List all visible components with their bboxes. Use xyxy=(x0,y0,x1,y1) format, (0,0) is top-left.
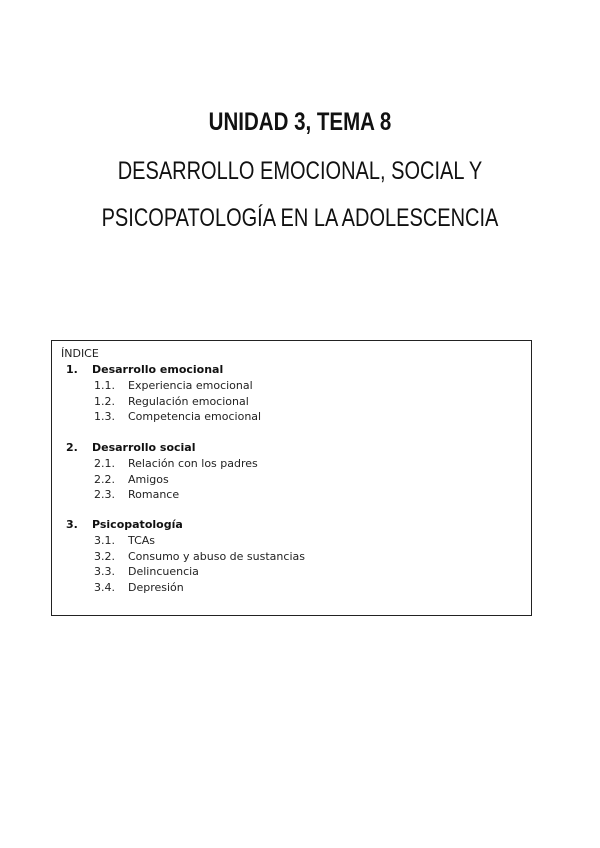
toc-item-number: 3.1. xyxy=(94,534,115,547)
toc-item-label: Amigos xyxy=(128,472,169,486)
toc-item xyxy=(52,534,531,550)
toc-item-number: 3.4. xyxy=(94,580,115,594)
toc-item-number: 1.3. xyxy=(94,410,115,424)
toc-section-number: 2. xyxy=(66,441,78,454)
toc-section-label: Psicopatología xyxy=(92,518,183,531)
page-subtitle-line-2: PSICOPATOLOGÍA EN LA ADOLESCENCIA xyxy=(101,204,499,232)
toc-section-3 xyxy=(52,518,531,596)
toc-item-label: Romance xyxy=(128,488,180,502)
toc-section-row xyxy=(52,441,531,457)
toc-section-2 xyxy=(52,441,531,504)
toc-item xyxy=(52,395,531,411)
toc-heading: ÍNDICE xyxy=(61,347,99,360)
toc-item-label: TCAs xyxy=(128,534,156,547)
toc-item-label: Regulación emocional xyxy=(128,394,249,408)
toc-item xyxy=(52,488,531,504)
toc-item xyxy=(52,473,531,489)
toc-item xyxy=(52,581,531,597)
toc-item xyxy=(52,565,531,581)
toc-section-number: 3. xyxy=(66,518,78,531)
toc-item-number: 2.3. xyxy=(94,488,115,502)
toc-section-row xyxy=(52,518,531,534)
page-title: UNIDAD 3, TEMA 8 xyxy=(208,108,392,136)
toc-item xyxy=(52,457,531,473)
toc-item xyxy=(52,379,531,395)
table-of-contents xyxy=(51,340,532,616)
toc-item-label: Relación con los padres xyxy=(128,457,258,470)
toc-section-label: Desarrollo emocional xyxy=(92,363,224,376)
toc-item-label: Delincuencia xyxy=(128,565,199,579)
toc-item-label: Consumo y abuso de sustancias xyxy=(128,549,305,563)
toc-item xyxy=(52,410,531,426)
toc-item-label: Competencia emocional xyxy=(128,410,262,424)
toc-section-label: Desarrollo social xyxy=(92,441,196,454)
toc-section-number: 1. xyxy=(66,363,78,376)
toc-section-1 xyxy=(52,363,531,426)
toc-section-row xyxy=(52,363,531,379)
toc-item-number: 2.2. xyxy=(94,472,115,486)
toc-item-number: 3.3. xyxy=(94,565,115,579)
toc-item-number: 3.2. xyxy=(94,549,115,563)
toc-item-number: 1.2. xyxy=(94,394,115,408)
toc-item xyxy=(52,550,531,566)
toc-item-number: 1.1. xyxy=(94,379,115,392)
toc-item-number: 2.1. xyxy=(94,457,115,470)
page-subtitle-line-1: DESARROLLO EMOCIONAL, SOCIAL Y xyxy=(117,157,483,185)
toc-item-label: Depresión xyxy=(128,580,184,594)
toc-item-label: Experiencia emocional xyxy=(128,379,253,392)
